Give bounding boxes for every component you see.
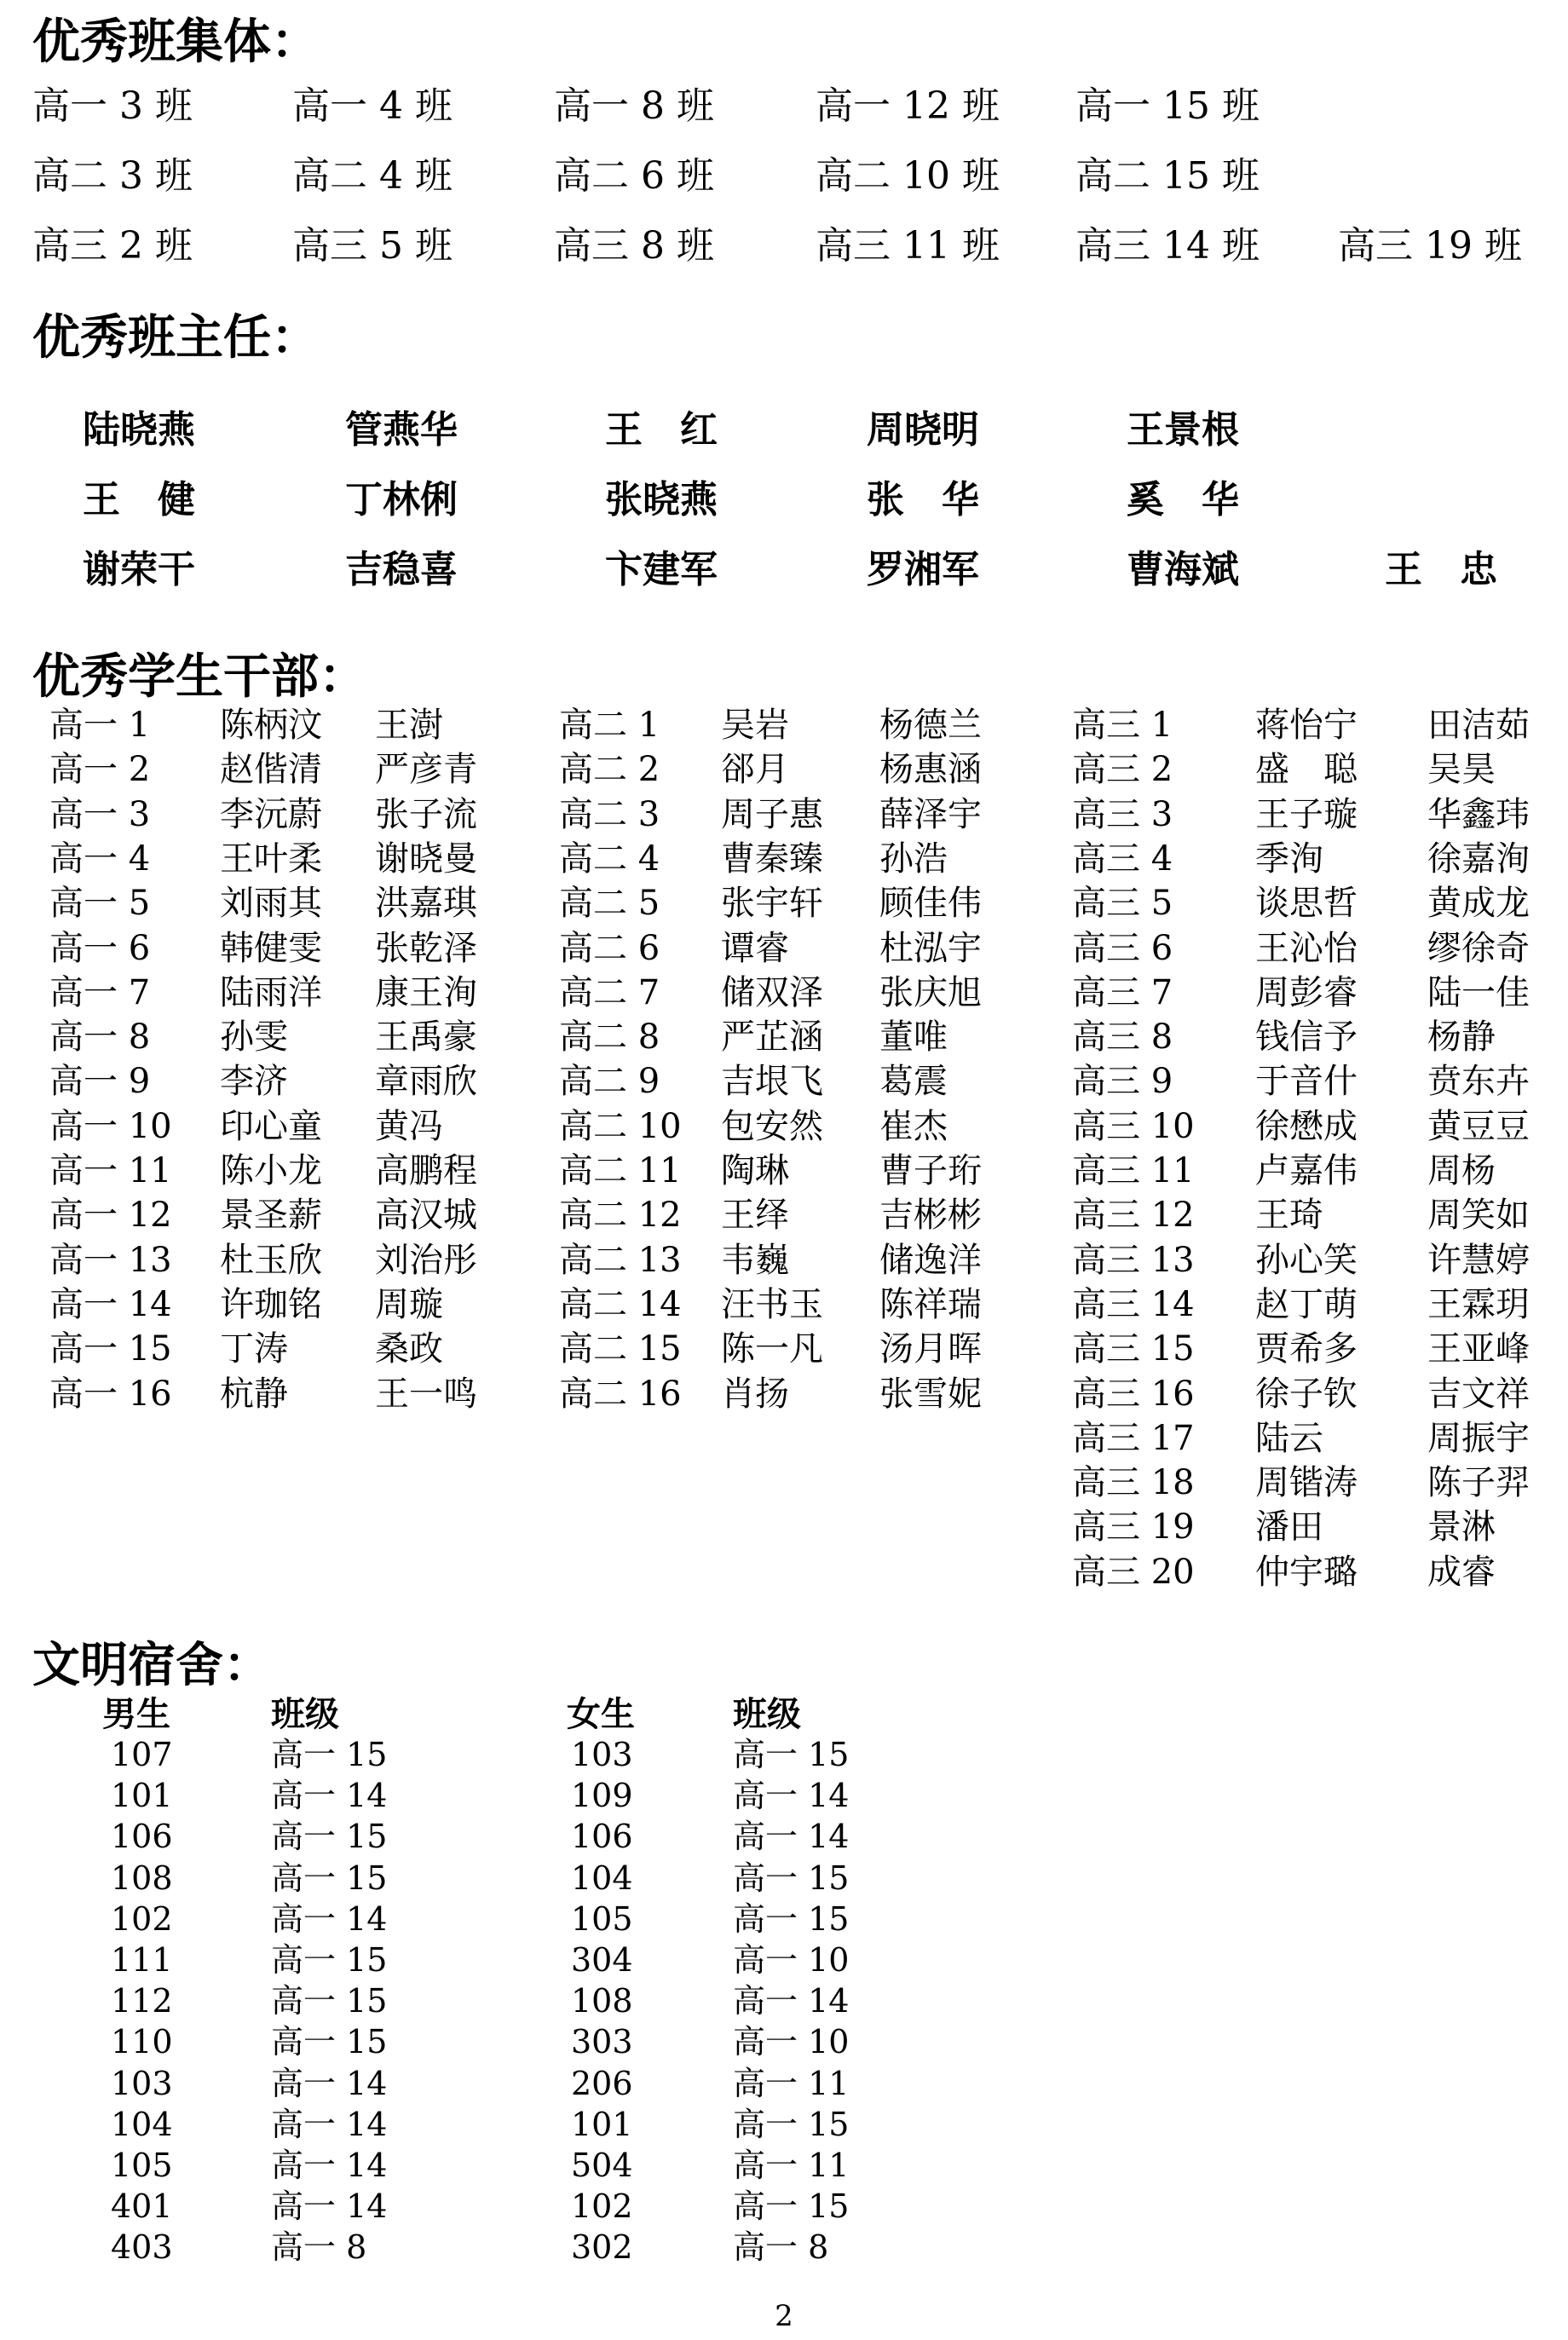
leader-name: 张子流	[375, 795, 477, 834]
leader-name: 吉垠飞	[721, 1062, 823, 1101]
leader-name: 盛 聪	[1255, 750, 1358, 789]
leader-name: 章雨欣	[375, 1062, 477, 1101]
leader-name: 桑政	[375, 1329, 443, 1369]
teacher-name: 管燕华	[345, 408, 458, 452]
leader-name: 陆一佳	[1427, 973, 1530, 1012]
leader-name: 王澍	[375, 706, 443, 745]
leader-name: 刘治彤	[375, 1241, 477, 1280]
leader-name: 杭静	[220, 1375, 288, 1414]
leader-name: 洪嘉琪	[375, 884, 477, 923]
leader-name: 陈柄汶	[220, 706, 322, 745]
leader-class: 高三 16	[1072, 1375, 1195, 1414]
leader-name: 谈思哲	[1255, 884, 1358, 923]
leader-name: 周笑如	[1427, 1196, 1530, 1235]
leader-class: 高一 15	[49, 1329, 172, 1369]
leader-name: 周璇	[375, 1285, 443, 1324]
dorm-header-class: 班级	[733, 1695, 801, 1734]
dorm-class: 高一 14	[733, 1818, 850, 1855]
leader-name: 谢晓曼	[375, 839, 477, 879]
leader-class: 高三 18	[1072, 1463, 1195, 1502]
leader-class: 高三 20	[1072, 1553, 1195, 1592]
classes-heading: 优秀班集体：	[32, 14, 319, 70]
dorm-class: 高一 11	[733, 2065, 850, 2102]
leader-name: 卢嘉伟	[1255, 1151, 1358, 1190]
leader-name: 贾希多	[1255, 1329, 1358, 1369]
leader-name: 崔杰	[879, 1107, 948, 1146]
leader-name: 储双泽	[721, 973, 823, 1012]
leader-class: 高一 14	[49, 1285, 172, 1324]
teacher-name: 丁林俐	[345, 478, 458, 522]
teacher-name: 周晓明	[867, 408, 979, 452]
leader-name: 汪书玉	[721, 1285, 823, 1324]
leader-class: 高一 11	[49, 1151, 172, 1190]
class-item: 高一 8 班	[554, 84, 714, 128]
leader-name: 吉文祥	[1427, 1375, 1530, 1414]
leader-name: 刘雨其	[220, 884, 322, 923]
leader-class: 高二 13	[559, 1241, 682, 1280]
teacher-name: 张 华	[867, 478, 979, 522]
class-item: 高二 6 班	[554, 154, 714, 198]
leader-class: 高一 4	[49, 839, 151, 879]
dorm-room: 105	[571, 1900, 633, 1938]
dorm-room: 303	[571, 2023, 633, 2060]
dorm-class: 高一 14	[271, 1900, 388, 1938]
leader-name: 印心童	[220, 1107, 322, 1146]
teacher-name: 曹海斌	[1127, 548, 1239, 591]
leader-class: 高三 13	[1072, 1241, 1195, 1280]
leader-class: 高二 6	[559, 929, 660, 968]
leader-name: 许慧婷	[1427, 1241, 1530, 1280]
leader-name: 孙心笑	[1255, 1241, 1358, 1280]
dorm-class: 高一 14	[271, 1777, 388, 1814]
dorm-class: 高一 15	[733, 2187, 850, 2225]
class-item: 高三 2 班	[32, 224, 193, 268]
leader-name: 吴岩	[721, 706, 789, 745]
leader-name: 王绎	[721, 1196, 789, 1235]
teacher-name: 吉稳喜	[345, 548, 458, 591]
dorm-room: 106	[111, 1818, 173, 1855]
teacher-name: 张晓燕	[605, 478, 718, 522]
leader-name: 康王洵	[375, 973, 477, 1012]
leader-name: 王琦	[1255, 1196, 1323, 1235]
class-item: 高一 3 班	[32, 84, 193, 128]
leader-class: 高二 5	[559, 884, 660, 923]
dorm-room: 102	[111, 1900, 173, 1938]
dorm-room: 101	[571, 2106, 633, 2143]
leader-class: 高一 16	[49, 1375, 172, 1414]
dorm-room: 401	[111, 2187, 173, 2225]
leader-name: 丁涛	[220, 1329, 288, 1369]
dorm-class: 高一 15	[271, 2023, 388, 2060]
leader-class: 高三 10	[1072, 1107, 1195, 1146]
teacher-name: 王 红	[605, 408, 718, 452]
leader-class: 高三 15	[1072, 1329, 1195, 1369]
leader-name: 孙雯	[220, 1017, 288, 1057]
leader-class: 高一 3	[49, 795, 151, 834]
dorm-room: 104	[111, 2106, 173, 2143]
leader-name: 谭睿	[721, 929, 789, 968]
leader-name: 张宇轩	[721, 884, 823, 923]
leader-name: 肖扬	[721, 1375, 789, 1414]
class-item: 高二 15 班	[1075, 154, 1260, 198]
leader-class: 高三 17	[1072, 1419, 1195, 1458]
leader-name: 成睿	[1427, 1553, 1496, 1592]
leader-name: 陈子羿	[1427, 1463, 1530, 1502]
leader-name: 杜泓宇	[879, 929, 982, 968]
leader-name: 包安然	[721, 1107, 823, 1146]
leader-class: 高二 3	[559, 795, 660, 834]
leader-name: 周子惠	[721, 795, 823, 834]
dorm-room: 403	[111, 2228, 173, 2266]
leader-name: 陆云	[1255, 1419, 1323, 1458]
leader-class: 高一 9	[49, 1062, 151, 1101]
leader-name: 周杨	[1427, 1151, 1496, 1190]
teacher-name: 王 健	[83, 478, 195, 522]
leader-name: 韦巍	[721, 1241, 789, 1280]
class-item: 高三 19 班	[1338, 224, 1522, 268]
dorm-header-female: 女生	[567, 1695, 635, 1734]
dorm-room: 102	[571, 2187, 633, 2225]
leader-name: 陈小龙	[220, 1151, 322, 1190]
leader-name: 赵丁萌	[1255, 1285, 1358, 1324]
leader-name: 华鑫玮	[1427, 795, 1530, 834]
leader-name: 杨德兰	[879, 706, 982, 745]
leader-class: 高二 10	[559, 1107, 682, 1146]
dorm-header-class: 班级	[271, 1695, 339, 1734]
leader-class: 高二 15	[559, 1329, 682, 1369]
dorm-room: 504	[571, 2147, 633, 2184]
leader-name: 景淋	[1427, 1507, 1496, 1547]
dorm-room: 109	[571, 1777, 633, 1814]
leader-class: 高三 12	[1072, 1196, 1195, 1235]
leader-class: 高一 7	[49, 973, 151, 1012]
teacher-name: 谢荣干	[83, 548, 195, 591]
leader-class: 高三 3	[1072, 795, 1173, 834]
leader-class: 高三 14	[1072, 1285, 1195, 1324]
leader-name: 陶琳	[721, 1151, 789, 1190]
leader-name: 王一鸣	[375, 1375, 477, 1414]
leader-name: 高汉城	[375, 1196, 477, 1235]
page-number: 2	[775, 2299, 793, 2333]
dorm-room: 110	[111, 2023, 173, 2060]
teacher-name: 王景根	[1127, 408, 1239, 452]
class-item: 高一 15 班	[1075, 84, 1260, 128]
leader-name: 李济	[220, 1062, 288, 1101]
leader-class: 高一 5	[49, 884, 151, 923]
dorm-class: 高一 15	[271, 1941, 388, 1979]
leader-name: 王子璇	[1255, 795, 1358, 834]
leader-name: 王霖玥	[1427, 1285, 1530, 1324]
leader-name: 吴昊	[1427, 750, 1496, 789]
leader-name: 徐子钦	[1255, 1375, 1358, 1414]
teacher-name: 卞建军	[605, 548, 718, 591]
leader-name: 季洵	[1255, 839, 1323, 879]
leader-name: 仲宇璐	[1255, 1553, 1358, 1592]
leader-name: 薛泽宇	[879, 795, 982, 834]
leader-class: 高二 14	[559, 1285, 682, 1324]
dorm-room: 107	[111, 1736, 173, 1773]
leader-name: 张庆旭	[879, 973, 982, 1012]
leader-class: 高二 11	[559, 1151, 682, 1190]
dorm-room: 104	[571, 1859, 633, 1897]
leader-class: 高二 2	[559, 750, 660, 789]
dorm-class: 高一 11	[733, 2147, 850, 2184]
leader-name: 陈一凡	[721, 1329, 823, 1369]
leader-class: 高三 1	[1072, 706, 1173, 745]
dorm-header-male: 男生	[102, 1695, 170, 1734]
leader-class: 高三 11	[1072, 1151, 1195, 1190]
dorm-room: 304	[571, 1941, 633, 1979]
leader-name: 赵偕清	[220, 750, 322, 789]
dorm-room: 108	[111, 1859, 173, 1897]
leader-name: 储逸洋	[879, 1241, 982, 1280]
leader-name: 严彦青	[375, 750, 477, 789]
leader-name: 王禹豪	[375, 1017, 477, 1057]
leader-class: 高一 8	[49, 1017, 151, 1057]
leader-name: 韩健雯	[220, 929, 322, 968]
leader-name: 曹秦臻	[721, 839, 823, 879]
leader-class: 高二 4	[559, 839, 660, 879]
leader-name: 杜玉欣	[220, 1241, 322, 1280]
leader-name: 陆雨洋	[220, 973, 322, 1012]
leader-class: 高三 9	[1072, 1062, 1173, 1101]
leader-class: 高一 10	[49, 1107, 172, 1146]
dorm-class: 高一 14	[271, 2187, 388, 2225]
leader-name: 严芷涵	[721, 1017, 823, 1057]
dorm-class: 高一 15	[271, 1818, 388, 1855]
leader-class: 高三 19	[1072, 1507, 1195, 1547]
class-item: 高三 5 班	[292, 224, 453, 268]
leader-name: 顾佳伟	[879, 884, 982, 923]
leader-name: 景圣薪	[220, 1196, 322, 1235]
dorm-room: 101	[111, 1777, 173, 1814]
class-item: 高三 14 班	[1075, 224, 1260, 268]
leader-class: 高二 8	[559, 1017, 660, 1057]
leader-name: 陈祥瑞	[879, 1285, 982, 1324]
dorm-class: 高一 8	[733, 2228, 829, 2266]
class-item: 高二 4 班	[292, 154, 453, 198]
dorm-class: 高一 8	[271, 2228, 367, 2266]
leader-name: 潘田	[1255, 1507, 1323, 1547]
dorm-class: 高一 15	[271, 1982, 388, 2020]
class-item: 高二 3 班	[32, 154, 193, 198]
dorm-room: 112	[111, 1982, 173, 2020]
dorm-class: 高一 14	[271, 2065, 388, 2102]
leaders-heading: 优秀学生干部：	[32, 649, 366, 705]
leader-name: 吉彬彬	[879, 1196, 982, 1235]
leader-name: 高鹏程	[375, 1151, 477, 1190]
dorm-class: 高一 15	[271, 1859, 388, 1897]
leader-name: 曹子珩	[879, 1151, 982, 1190]
dorm-class: 高一 14	[733, 1777, 850, 1814]
dorm-class: 高一 10	[733, 2023, 850, 2060]
dorm-class: 高一 14	[733, 1982, 850, 2020]
leader-name: 王亚峰	[1427, 1329, 1530, 1369]
teacher-name: 陆晓燕	[83, 408, 195, 452]
leader-name: 徐嘉洵	[1427, 839, 1530, 879]
leader-class: 高三 6	[1072, 929, 1173, 968]
leader-class: 高二 12	[559, 1196, 682, 1235]
teacher-name: 奚 华	[1127, 478, 1239, 522]
leader-name: 田洁茹	[1427, 706, 1530, 745]
leader-class: 高三 8	[1072, 1017, 1173, 1057]
leader-class: 高二 7	[559, 973, 660, 1012]
leader-class: 高二 1	[559, 706, 660, 745]
leader-name: 钱信予	[1255, 1017, 1358, 1057]
leader-name: 许珈铭	[220, 1285, 322, 1324]
leader-name: 于音什	[1255, 1062, 1358, 1101]
leader-class: 高三 7	[1072, 973, 1173, 1012]
class-item: 高一 4 班	[292, 84, 453, 128]
leader-name: 王叶柔	[220, 839, 322, 879]
leader-name: 蒋怡宁	[1255, 706, 1358, 745]
leader-name: 孙浩	[879, 839, 948, 879]
leader-class: 高二 9	[559, 1062, 660, 1101]
leader-name: 杨静	[1427, 1017, 1496, 1057]
class-item: 高三 11 班	[816, 224, 1000, 268]
leader-name: 贲东卉	[1427, 1062, 1530, 1101]
teachers-heading: 优秀班主任：	[32, 310, 319, 366]
dorm-class: 高一 14	[271, 2147, 388, 2184]
dorm-room: 302	[571, 2228, 633, 2266]
leader-class: 高一 6	[49, 929, 151, 968]
leader-class: 高二 16	[559, 1375, 682, 1414]
leader-name: 葛震	[879, 1062, 948, 1101]
dorm-class: 高一 15	[271, 1736, 388, 1773]
dorm-room: 103	[111, 2065, 173, 2102]
dorm-room: 105	[111, 2147, 173, 2184]
leader-class: 高一 12	[49, 1196, 172, 1235]
class-item: 高一 12 班	[816, 84, 1000, 128]
leader-class: 高三 2	[1072, 750, 1173, 789]
leader-class: 高三 5	[1072, 884, 1173, 923]
dorm-class: 高一 15	[733, 2106, 850, 2143]
dorm-room: 108	[571, 1982, 633, 2020]
leader-name: 周彭睿	[1255, 973, 1358, 1012]
dorms-heading: 文明宿舍：	[32, 1638, 271, 1693]
leader-name: 徐懋成	[1255, 1107, 1358, 1146]
dorm-class: 高一 15	[733, 1859, 850, 1897]
leader-class: 高一 13	[49, 1241, 172, 1280]
leader-name: 郤月	[721, 750, 789, 789]
leader-class: 高一 1	[49, 706, 151, 745]
teacher-name: 王 忠	[1385, 548, 1497, 591]
leader-class: 高一 2	[49, 750, 151, 789]
leader-name: 黄冯	[375, 1107, 443, 1146]
leader-name: 缪徐奇	[1427, 929, 1530, 968]
leader-class: 高三 4	[1072, 839, 1173, 879]
dorm-room: 206	[571, 2065, 633, 2102]
dorm-room: 106	[571, 1818, 633, 1855]
teacher-name: 罗湘军	[867, 548, 979, 591]
leader-name: 汤月晖	[879, 1329, 982, 1369]
dorm-class: 高一 14	[271, 2106, 388, 2143]
dorm-room: 111	[111, 1941, 173, 1979]
class-item: 高二 10 班	[816, 154, 1000, 198]
dorm-class: 高一 10	[733, 1941, 850, 1979]
leader-name: 王沁怡	[1255, 929, 1358, 968]
leader-name: 李沅蔚	[220, 795, 322, 834]
dorm-room: 103	[571, 1736, 633, 1773]
leader-name: 张乾泽	[375, 929, 477, 968]
leader-name: 黄成龙	[1427, 884, 1530, 923]
leader-name: 杨惠涵	[879, 750, 982, 789]
class-item: 高三 8 班	[554, 224, 714, 268]
leader-name: 张雪妮	[879, 1375, 982, 1414]
leader-name: 周振宇	[1427, 1419, 1530, 1458]
leader-name: 周锴涛	[1255, 1463, 1358, 1502]
leader-name: 董唯	[879, 1017, 948, 1057]
dorm-class: 高一 15	[733, 1900, 850, 1938]
leader-name: 黄豆豆	[1427, 1107, 1530, 1146]
dorm-class: 高一 15	[733, 1736, 850, 1773]
